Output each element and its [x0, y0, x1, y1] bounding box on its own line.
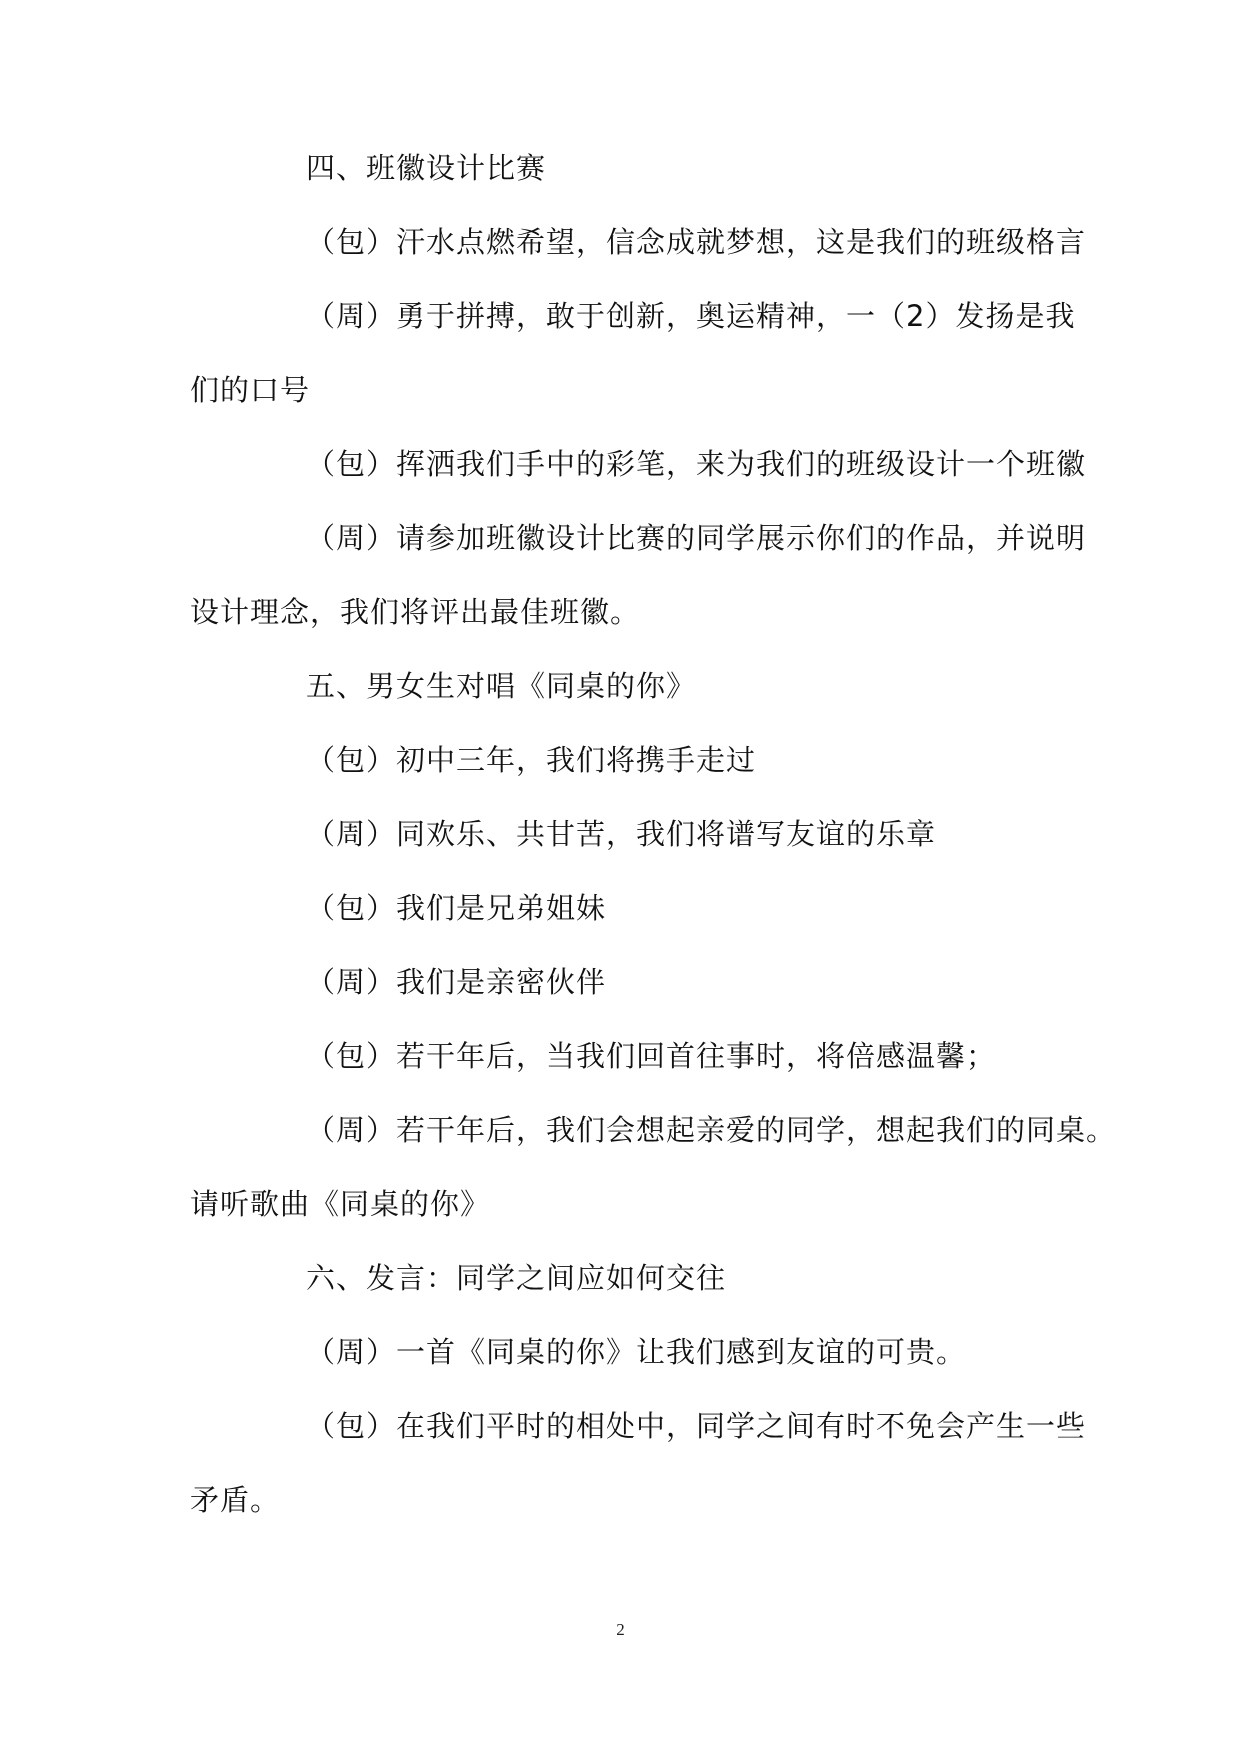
dialogue-line: （周）勇于拼搏，敢于创新，奥运精神，一（2）发扬是我	[306, 299, 1076, 333]
dialogue-line-continuation: 矛盾。	[190, 1483, 281, 1517]
dialogue-line: （周）若干年后，我们会想起亲爱的同学，想起我们的同桌。	[306, 1113, 1117, 1147]
dialogue-line: （包）若干年后，当我们回首往事时，将倍感温馨；	[306, 1039, 997, 1073]
section-heading: 六、发言：同学之间应如何交往	[306, 1261, 727, 1295]
dialogue-line: （包）在我们平时的相处中，同学之间有时不免会产生一些	[306, 1409, 1087, 1443]
dialogue-line: （包）挥洒我们手中的彩笔，来为我们的班级设计一个班徽	[306, 447, 1087, 481]
section-heading: 四、班徽设计比赛	[306, 151, 547, 185]
page-number: 2	[616, 1620, 625, 1639]
section-heading: 五、男女生对唱《同桌的你》	[306, 669, 697, 703]
dialogue-line: （包）我们是兄弟姐妹	[306, 891, 607, 925]
dialogue-line-continuation: 们的口号	[190, 373, 311, 407]
dialogue-line: （周）我们是亲密伙伴	[306, 965, 607, 999]
dialogue-line: （周）请参加班徽设计比赛的同学展示你们的作品，并说明	[306, 521, 1087, 555]
dialogue-line-continuation: 请听歌曲《同桌的你》	[190, 1187, 491, 1221]
dialogue-line: （包）汗水点燃希望，信念成就梦想，这是我们的班级格言	[306, 225, 1087, 259]
dialogue-line: （包）初中三年，我们将携手走过	[306, 743, 757, 777]
dialogue-line: （周）同欢乐、共甘苦，我们将谱写友谊的乐章	[306, 817, 937, 851]
dialogue-line: （周）一首《同桌的你》让我们感到友谊的可贵。	[306, 1335, 967, 1369]
dialogue-line-continuation: 设计理念，我们将评出最佳班徽。	[190, 595, 641, 629]
